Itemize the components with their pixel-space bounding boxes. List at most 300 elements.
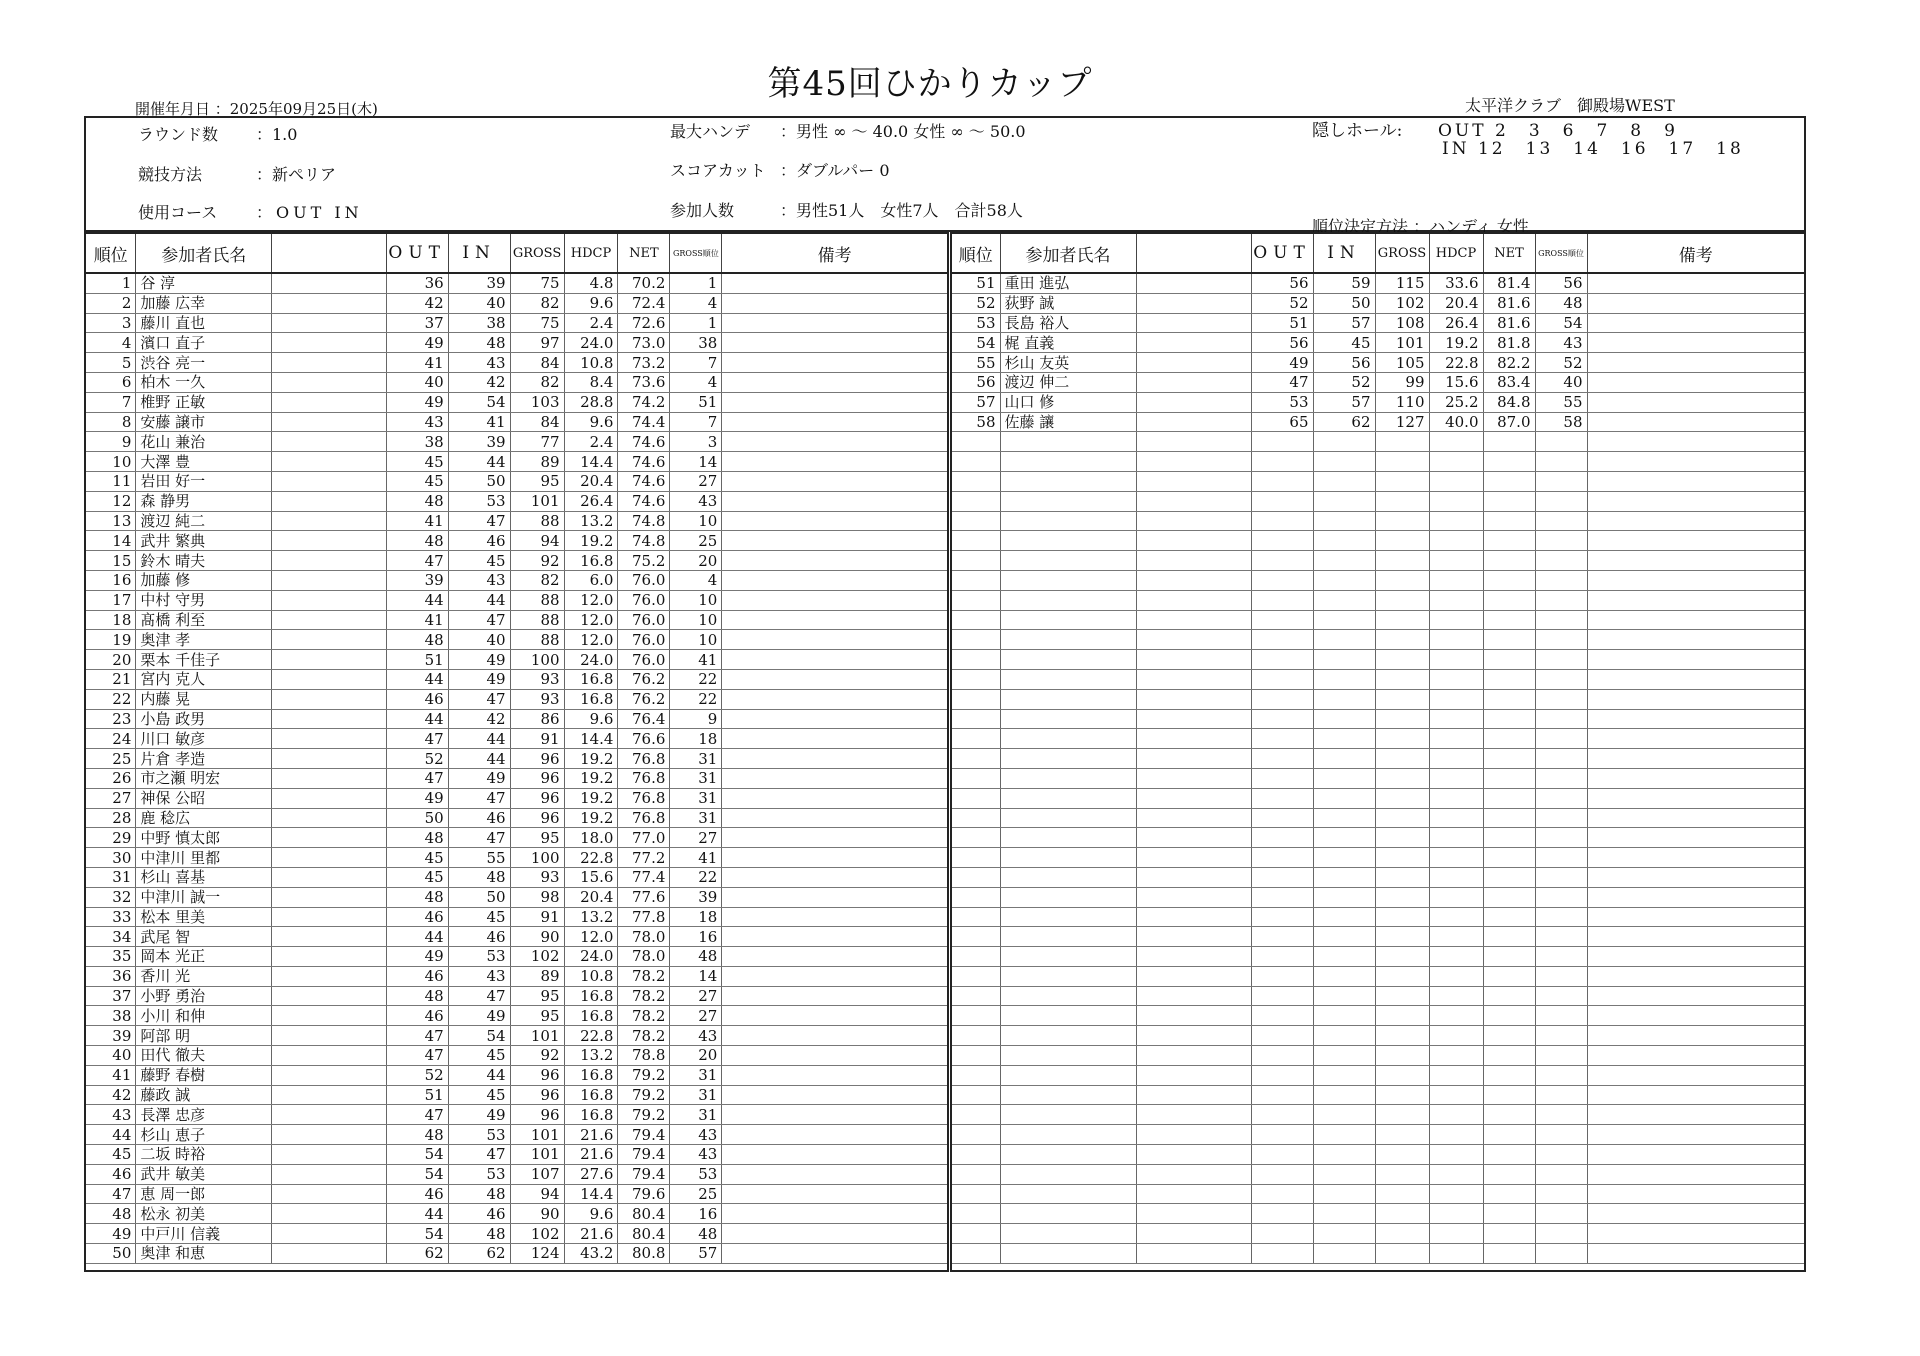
remarks-cell bbox=[1587, 610, 1804, 630]
table-row bbox=[86, 412, 947, 432]
in-cell: 47 bbox=[448, 986, 510, 1006]
in-cell: 45 bbox=[1313, 333, 1375, 353]
name-extra-cell bbox=[1136, 1026, 1251, 1046]
out-cell bbox=[1251, 531, 1313, 551]
name-cell: 中津川 里都 bbox=[136, 848, 272, 868]
name-extra-cell bbox=[1136, 1046, 1251, 1066]
remarks-cell bbox=[722, 788, 947, 808]
gross-cell bbox=[1375, 610, 1429, 630]
remarks-cell bbox=[722, 551, 947, 571]
remarks-cell bbox=[722, 1105, 947, 1125]
remarks-cell bbox=[722, 610, 947, 630]
name-cell: 森 静男 bbox=[136, 491, 272, 511]
remarks-cell bbox=[722, 729, 947, 749]
rank-cell: 9 bbox=[86, 432, 136, 452]
hdcp-cell: 16.8 bbox=[564, 551, 618, 571]
gross-rank-cell bbox=[1535, 1224, 1587, 1244]
out-cell: 48 bbox=[386, 1125, 448, 1145]
remarks-cell bbox=[722, 313, 947, 333]
name-cell bbox=[1000, 788, 1136, 808]
col-gross-rank: GROSS順位 bbox=[1535, 234, 1587, 273]
gross-cell: 75 bbox=[510, 313, 564, 333]
net-cell: 81.6 bbox=[1483, 293, 1535, 313]
table-row bbox=[86, 551, 947, 571]
gross-cell: 99 bbox=[1375, 372, 1429, 392]
name-extra-cell bbox=[1136, 986, 1251, 1006]
name-extra-cell bbox=[272, 452, 387, 472]
out-cell bbox=[1251, 511, 1313, 531]
out-cell: 47 bbox=[386, 1105, 448, 1125]
table-row bbox=[86, 333, 947, 353]
hdcp-cell: 10.8 bbox=[564, 353, 618, 373]
remarks-cell bbox=[1587, 709, 1804, 729]
hidden-holes-in: IN 12 13 14 16 17 18 bbox=[1442, 139, 1744, 159]
in-cell bbox=[1313, 531, 1375, 551]
net-cell: 81.8 bbox=[1483, 333, 1535, 353]
table-row bbox=[86, 1006, 947, 1026]
remarks-cell bbox=[1587, 669, 1804, 689]
hdcp-cell: 16.8 bbox=[564, 689, 618, 709]
in-cell bbox=[1313, 1204, 1375, 1224]
table-row bbox=[952, 372, 1804, 392]
gross-rank-cell bbox=[1535, 650, 1587, 670]
rank-cell bbox=[952, 1244, 1000, 1264]
table-row bbox=[86, 768, 947, 788]
name-cell: 椎野 正敏 bbox=[136, 392, 272, 412]
gross-rank-cell: 31 bbox=[670, 1065, 722, 1085]
out-cell: 46 bbox=[386, 1006, 448, 1026]
remarks-cell bbox=[1587, 511, 1804, 531]
rank-cell: 37 bbox=[86, 986, 136, 1006]
name-extra-cell bbox=[272, 887, 387, 907]
gross-cell bbox=[1375, 432, 1429, 452]
gross-rank-cell: 31 bbox=[670, 1105, 722, 1125]
name-cell: 鈴木 晴夫 bbox=[136, 551, 272, 571]
name-extra-cell bbox=[1136, 669, 1251, 689]
table-row bbox=[86, 788, 947, 808]
table-row bbox=[952, 1145, 1804, 1165]
name-extra-cell bbox=[272, 273, 387, 293]
gross-cell: 89 bbox=[510, 452, 564, 472]
gross-cell bbox=[1375, 590, 1429, 610]
participants-value: ：男性51人 女性7人 合計58人 bbox=[780, 201, 1023, 220]
out-cell: 54 bbox=[386, 1224, 448, 1244]
name-extra-cell bbox=[1136, 1125, 1251, 1145]
gross-cell bbox=[1375, 570, 1429, 590]
in-cell: 49 bbox=[448, 669, 510, 689]
name-extra-cell bbox=[1136, 630, 1251, 650]
gross-rank-cell bbox=[1535, 1105, 1587, 1125]
name-extra-cell bbox=[272, 768, 387, 788]
out-cell: 44 bbox=[386, 709, 448, 729]
rank-cell bbox=[952, 570, 1000, 590]
remarks-cell bbox=[1587, 1085, 1804, 1105]
name-cell: 大澤 豊 bbox=[136, 452, 272, 472]
name-cell: 山口 修 bbox=[1000, 392, 1136, 412]
name-cell bbox=[1000, 471, 1136, 491]
results-table-right bbox=[950, 232, 1806, 1272]
out-cell bbox=[1251, 1164, 1313, 1184]
rank-cell: 42 bbox=[86, 1085, 136, 1105]
remarks-cell bbox=[1587, 293, 1804, 313]
rank-cell bbox=[952, 927, 1000, 947]
gross-rank-cell bbox=[1535, 709, 1587, 729]
remarks-cell bbox=[1587, 353, 1804, 373]
name-cell bbox=[1000, 867, 1136, 887]
rank-cell: 28 bbox=[86, 808, 136, 828]
name-cell: 小野 勇治 bbox=[136, 986, 272, 1006]
out-cell: 48 bbox=[386, 491, 448, 511]
out-cell bbox=[1251, 709, 1313, 729]
gross-cell: 90 bbox=[510, 927, 564, 947]
remarks-cell bbox=[722, 927, 947, 947]
gross-cell: 89 bbox=[510, 966, 564, 986]
name-extra-cell bbox=[272, 1125, 387, 1145]
hdcp-cell bbox=[1429, 1204, 1483, 1224]
hdcp-cell bbox=[1429, 1244, 1483, 1264]
table-row bbox=[952, 570, 1804, 590]
out-cell: 45 bbox=[386, 452, 448, 472]
table-row bbox=[86, 432, 947, 452]
name-cell bbox=[1000, 1065, 1136, 1085]
in-cell: 39 bbox=[448, 273, 510, 293]
gross-cell: 102 bbox=[510, 947, 564, 967]
table-row bbox=[86, 867, 947, 887]
net-cell: 76.8 bbox=[618, 788, 670, 808]
gross-cell bbox=[1375, 669, 1429, 689]
out-cell bbox=[1251, 590, 1313, 610]
gross-rank-cell: 43 bbox=[670, 1145, 722, 1165]
name-cell: 重田 進弘 bbox=[1000, 273, 1136, 293]
col-hdcp: HDCP bbox=[1429, 234, 1483, 273]
table-row bbox=[952, 966, 1804, 986]
gross-rank-cell bbox=[1535, 749, 1587, 769]
gross-cell: 101 bbox=[510, 1026, 564, 1046]
table-row bbox=[86, 630, 947, 650]
col-name: 参加者氏名 bbox=[136, 234, 272, 273]
hdcp-cell: 9.6 bbox=[564, 1204, 618, 1224]
table-row bbox=[86, 511, 947, 531]
out-cell bbox=[1251, 669, 1313, 689]
net-cell bbox=[1483, 1085, 1535, 1105]
rank-cell: 23 bbox=[86, 709, 136, 729]
name-extra-cell bbox=[272, 749, 387, 769]
remarks-cell bbox=[1587, 1046, 1804, 1066]
hdcp-cell: 12.0 bbox=[564, 590, 618, 610]
in-cell bbox=[1313, 610, 1375, 630]
out-cell: 45 bbox=[386, 848, 448, 868]
hdcp-cell: 22.8 bbox=[564, 1026, 618, 1046]
name-extra-cell bbox=[272, 313, 387, 333]
rank-cell: 36 bbox=[86, 966, 136, 986]
net-cell: 74.6 bbox=[618, 471, 670, 491]
remarks-cell bbox=[722, 590, 947, 610]
in-cell bbox=[1313, 471, 1375, 491]
gross-cell bbox=[1375, 1184, 1429, 1204]
gross-cell bbox=[1375, 511, 1429, 531]
in-cell bbox=[1313, 1006, 1375, 1026]
in-cell bbox=[1313, 828, 1375, 848]
gross-cell: 93 bbox=[510, 689, 564, 709]
net-cell bbox=[1483, 729, 1535, 749]
name-cell: 濱口 直子 bbox=[136, 333, 272, 353]
out-cell bbox=[1251, 1224, 1313, 1244]
net-cell: 80.4 bbox=[618, 1204, 670, 1224]
hdcp-cell bbox=[1429, 986, 1483, 1006]
hdcp-cell bbox=[1429, 966, 1483, 986]
name-extra-cell bbox=[1136, 452, 1251, 472]
in-cell: 50 bbox=[1313, 293, 1375, 313]
remarks-cell bbox=[1587, 966, 1804, 986]
out-cell bbox=[1251, 689, 1313, 709]
out-cell: 47 bbox=[386, 768, 448, 788]
gross-rank-cell bbox=[1535, 729, 1587, 749]
remarks-cell bbox=[722, 848, 947, 868]
rank-cell: 31 bbox=[86, 867, 136, 887]
gross-cell: 82 bbox=[510, 372, 564, 392]
hdcp-cell bbox=[1429, 551, 1483, 571]
remarks-cell bbox=[722, 966, 947, 986]
name-cell: 谷 淳 bbox=[136, 273, 272, 293]
in-cell: 42 bbox=[448, 709, 510, 729]
gross-cell bbox=[1375, 1105, 1429, 1125]
in-cell bbox=[1313, 768, 1375, 788]
in-cell bbox=[1313, 1244, 1375, 1264]
remarks-cell bbox=[1587, 828, 1804, 848]
name-extra-cell bbox=[272, 392, 387, 412]
gross-rank-cell bbox=[1535, 887, 1587, 907]
remarks-cell bbox=[722, 630, 947, 650]
name-extra-cell bbox=[272, 412, 387, 432]
out-cell: 49 bbox=[386, 947, 448, 967]
gross-cell bbox=[1375, 867, 1429, 887]
in-cell bbox=[1313, 1065, 1375, 1085]
hdcp-cell: 12.0 bbox=[564, 630, 618, 650]
results-table-left-grid bbox=[86, 234, 947, 1264]
out-cell bbox=[1251, 1145, 1313, 1165]
gross-cell: 95 bbox=[510, 828, 564, 848]
in-cell bbox=[1313, 749, 1375, 769]
gross-rank-cell: 38 bbox=[670, 333, 722, 353]
col-remarks: 備考 bbox=[722, 234, 947, 273]
name-cell bbox=[1000, 927, 1136, 947]
out-cell: 48 bbox=[386, 630, 448, 650]
net-cell: 78.0 bbox=[618, 947, 670, 967]
table-row bbox=[86, 1105, 947, 1125]
in-cell: 48 bbox=[448, 1224, 510, 1244]
hdcp-cell: 25.2 bbox=[1429, 392, 1483, 412]
gross-rank-cell: 10 bbox=[670, 630, 722, 650]
gross-cell: 95 bbox=[510, 471, 564, 491]
out-cell: 37 bbox=[386, 313, 448, 333]
gross-cell: 94 bbox=[510, 531, 564, 551]
net-cell bbox=[1483, 452, 1535, 472]
net-cell bbox=[1483, 788, 1535, 808]
name-cell bbox=[1000, 1164, 1136, 1184]
gross-cell: 84 bbox=[510, 412, 564, 432]
net-cell bbox=[1483, 828, 1535, 848]
net-cell bbox=[1483, 1065, 1535, 1085]
net-cell: 73.6 bbox=[618, 372, 670, 392]
name-cell bbox=[1000, 1085, 1136, 1105]
gross-rank-cell bbox=[1535, 1065, 1587, 1085]
gross-cell: 93 bbox=[510, 867, 564, 887]
remarks-cell bbox=[1587, 630, 1804, 650]
net-cell bbox=[1483, 630, 1535, 650]
remarks-cell bbox=[1587, 867, 1804, 887]
in-cell: 47 bbox=[448, 1145, 510, 1165]
gross-rank-cell: 16 bbox=[670, 1204, 722, 1224]
hdcp-cell: 13.2 bbox=[564, 907, 618, 927]
net-cell: 74.8 bbox=[618, 511, 670, 531]
col-name-extra bbox=[1136, 234, 1251, 273]
rank-cell bbox=[952, 709, 1000, 729]
remarks-cell bbox=[722, 293, 947, 313]
name-extra-cell bbox=[1136, 491, 1251, 511]
table-row bbox=[952, 768, 1804, 788]
rank-cell: 8 bbox=[86, 412, 136, 432]
rank-cell: 3 bbox=[86, 313, 136, 333]
hdcp-cell bbox=[1429, 590, 1483, 610]
gross-rank-cell: 43 bbox=[670, 491, 722, 511]
remarks-cell bbox=[1587, 1105, 1804, 1125]
out-cell: 48 bbox=[386, 887, 448, 907]
net-cell: 79.4 bbox=[618, 1125, 670, 1145]
table-row bbox=[952, 1204, 1804, 1224]
name-cell: 渋谷 亮一 bbox=[136, 353, 272, 373]
net-cell bbox=[1483, 1204, 1535, 1224]
net-cell: 76.8 bbox=[618, 808, 670, 828]
table-row bbox=[86, 313, 947, 333]
gross-cell: 88 bbox=[510, 630, 564, 650]
name-cell: 内藤 晃 bbox=[136, 689, 272, 709]
rank-cell: 52 bbox=[952, 293, 1000, 313]
net-cell: 72.6 bbox=[618, 313, 670, 333]
in-cell: 44 bbox=[448, 729, 510, 749]
rank-cell: 25 bbox=[86, 749, 136, 769]
rank-cell: 34 bbox=[86, 927, 136, 947]
gross-rank-cell: 9 bbox=[670, 709, 722, 729]
name-cell: 市之瀬 明宏 bbox=[136, 768, 272, 788]
in-cell bbox=[1313, 570, 1375, 590]
name-cell: 荻野 誠 bbox=[1000, 293, 1136, 313]
net-cell: 77.4 bbox=[618, 867, 670, 887]
remarks-cell bbox=[1587, 907, 1804, 927]
name-cell bbox=[1000, 709, 1136, 729]
rank-cell bbox=[952, 947, 1000, 967]
gross-rank-cell: 27 bbox=[670, 1006, 722, 1026]
table-row bbox=[952, 887, 1804, 907]
remarks-cell bbox=[1587, 452, 1804, 472]
hdcp-cell: 9.6 bbox=[564, 293, 618, 313]
table-row bbox=[952, 669, 1804, 689]
gross-cell: 96 bbox=[510, 1105, 564, 1125]
net-cell bbox=[1483, 709, 1535, 729]
info-box bbox=[84, 116, 1806, 236]
in-cell bbox=[1313, 947, 1375, 967]
hdcp-cell bbox=[1429, 768, 1483, 788]
in-cell bbox=[1313, 689, 1375, 709]
table-row bbox=[952, 749, 1804, 769]
remarks-cell bbox=[1587, 1065, 1804, 1085]
name-cell: 鹿 稔広 bbox=[136, 808, 272, 828]
gross-cell bbox=[1375, 927, 1429, 947]
remarks-cell bbox=[722, 333, 947, 353]
name-cell bbox=[1000, 907, 1136, 927]
gross-rank-cell: 52 bbox=[1535, 353, 1587, 373]
name-extra-cell bbox=[272, 1164, 387, 1184]
hdcp-cell bbox=[1429, 531, 1483, 551]
gross-cell bbox=[1375, 828, 1429, 848]
out-cell: 44 bbox=[386, 590, 448, 610]
gross-cell: 84 bbox=[510, 353, 564, 373]
table-row bbox=[952, 333, 1804, 353]
gross-rank-cell: 27 bbox=[670, 828, 722, 848]
out-cell bbox=[1251, 630, 1313, 650]
net-cell bbox=[1483, 610, 1535, 630]
net-cell: 76.4 bbox=[618, 709, 670, 729]
name-cell bbox=[1000, 808, 1136, 828]
remarks-cell bbox=[1587, 788, 1804, 808]
net-cell: 76.0 bbox=[618, 590, 670, 610]
table-row bbox=[952, 590, 1804, 610]
name-cell: 松本 里美 bbox=[136, 907, 272, 927]
hdcp-cell bbox=[1429, 709, 1483, 729]
gross-rank-cell bbox=[1535, 966, 1587, 986]
rounds-value: ：1.0 bbox=[256, 125, 298, 144]
remarks-cell bbox=[1587, 650, 1804, 670]
hdcp-cell: 33.6 bbox=[1429, 273, 1483, 293]
gross-rank-cell: 51 bbox=[670, 392, 722, 412]
name-extra-cell bbox=[1136, 511, 1251, 531]
gross-cell: 96 bbox=[510, 808, 564, 828]
in-cell: 57 bbox=[1313, 313, 1375, 333]
table-row bbox=[952, 452, 1804, 472]
in-cell: 49 bbox=[448, 650, 510, 670]
hdcp-cell bbox=[1429, 432, 1483, 452]
ranking-method: 順位決定方法 ：ハンディ 女性 bbox=[1312, 217, 1529, 236]
gross-rank-cell bbox=[1535, 1204, 1587, 1224]
gross-cell bbox=[1375, 471, 1429, 491]
in-cell: 47 bbox=[448, 610, 510, 630]
in-cell bbox=[1313, 1224, 1375, 1244]
table-row bbox=[86, 1224, 947, 1244]
table-row bbox=[86, 610, 947, 630]
gross-rank-cell bbox=[1535, 491, 1587, 511]
name-cell: 二坂 時裕 bbox=[136, 1145, 272, 1165]
in-cell: 45 bbox=[448, 551, 510, 571]
table-row bbox=[952, 1046, 1804, 1066]
hdcp-cell bbox=[1429, 650, 1483, 670]
gross-rank-cell: 31 bbox=[670, 1085, 722, 1105]
in-cell bbox=[1313, 927, 1375, 947]
in-cell bbox=[1313, 709, 1375, 729]
in-cell: 54 bbox=[448, 1026, 510, 1046]
table-row bbox=[952, 1026, 1804, 1046]
net-cell: 74.6 bbox=[618, 452, 670, 472]
net-cell: 78.2 bbox=[618, 986, 670, 1006]
gross-rank-cell: 54 bbox=[1535, 313, 1587, 333]
table-row bbox=[952, 313, 1804, 333]
remarks-cell bbox=[722, 1085, 947, 1105]
net-cell bbox=[1483, 768, 1535, 788]
hdcp-cell bbox=[1429, 887, 1483, 907]
name-cell bbox=[1000, 491, 1136, 511]
hdcp-cell: 26.4 bbox=[1429, 313, 1483, 333]
in-cell: 40 bbox=[448, 293, 510, 313]
net-cell bbox=[1483, 1105, 1535, 1125]
remarks-cell bbox=[1587, 927, 1804, 947]
